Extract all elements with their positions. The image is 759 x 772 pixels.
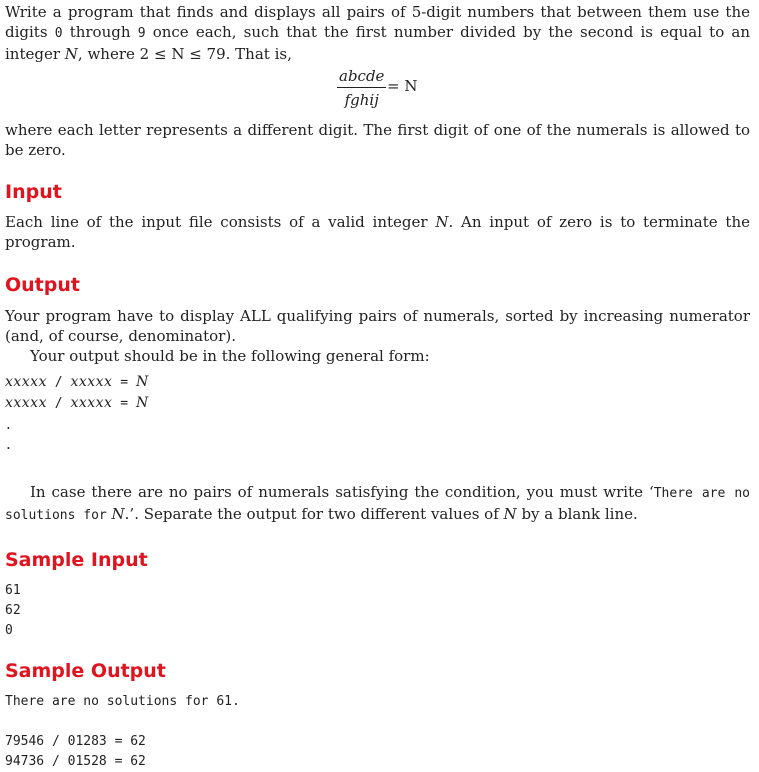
input-text-a: Each line of the input file consists of a valid integer xyxy=(5,213,428,231)
input-heading: Input xyxy=(5,181,62,203)
form-n: N xyxy=(135,374,149,390)
sample-input-line: 0 xyxy=(5,623,13,638)
form-eq: = xyxy=(112,396,136,411)
general-form xyxy=(5,372,750,454)
form-line xyxy=(5,393,750,414)
output-form-intro: Your output should be in the following general form: xyxy=(30,347,430,365)
intro-paragraph xyxy=(5,2,750,64)
form-line xyxy=(5,372,750,393)
form-sep: / xyxy=(46,396,71,411)
no-pairs-code: There are no solutions for xyxy=(5,486,750,523)
digit-nine: 9 xyxy=(137,26,146,41)
form-denominator: xxxxx xyxy=(70,395,113,411)
letters-note: where each letter represents a different digit. The first digit of one of the numerals is allowed to be zero. xyxy=(5,121,750,159)
no-pairs-var-n2: N xyxy=(503,505,517,523)
input-text-b: . An input of zero is to terminate the program. xyxy=(5,213,750,251)
fraction-result: = N xyxy=(387,77,418,95)
fraction-bar xyxy=(337,87,386,88)
fraction-denominator: fghij xyxy=(344,91,379,109)
ellipsis-dot: . xyxy=(6,415,11,433)
no-pairs-text-a: In case there are no pairs of numerals satisfying the condition, you must write ‘ xyxy=(30,483,654,501)
fraction-equation xyxy=(5,66,750,114)
sample-output-line: 94736 / 01528 = 62 xyxy=(5,754,146,769)
sample-output-line: There are no solutions for 61. xyxy=(5,694,240,709)
form-n: N xyxy=(135,395,149,411)
form-numerator: xxxxx xyxy=(5,374,47,390)
fraction-numerator: abcde xyxy=(339,67,385,85)
intro-where: , where xyxy=(77,45,135,63)
sample-input-heading: Sample Input xyxy=(5,549,148,571)
no-pairs-text-b: .’. Separate the output for two different values of xyxy=(124,505,499,523)
digit-zero: 0 xyxy=(54,26,63,41)
form-denominator: xxxxx xyxy=(70,374,113,390)
no-pairs-paragraph xyxy=(5,482,750,526)
input-var-n: N xyxy=(435,213,449,231)
intro-that-is: . That is, xyxy=(225,45,292,63)
sample-output-line: 79546 / 01283 = 62 xyxy=(5,734,146,749)
form-eq: = xyxy=(112,375,136,390)
sample-input-line: 61 xyxy=(5,583,21,598)
sample-output-heading: Sample Output xyxy=(5,660,166,682)
sample-output-block xyxy=(5,692,750,772)
output-description: Your program have to display ALL qualifying pairs of numerals, sorted by increasing numerator (and, of course, denominator). xyxy=(5,307,750,345)
form-sep: / xyxy=(46,375,71,390)
input-description xyxy=(5,212,750,252)
intro-through: through xyxy=(69,23,131,41)
output-heading: Output xyxy=(5,274,80,296)
var-n: N xyxy=(64,45,78,63)
sample-output-line xyxy=(5,712,750,732)
n-range: 2 ≤ N ≤ 79 xyxy=(139,45,226,63)
intro-line1: Write a program that finds and displays all pairs of 5-digit numbers that between them use the digits xyxy=(5,3,750,41)
fraction xyxy=(337,66,386,110)
intro-line2: once each, such that the first number divided by the second is equal to an integer xyxy=(5,23,750,63)
sample-input-block xyxy=(5,581,750,641)
problem-statement xyxy=(5,2,750,772)
no-pairs-var-n: N xyxy=(111,505,125,523)
no-pairs-text-c: by a blank line. xyxy=(521,505,638,523)
ellipsis-dot: . xyxy=(6,435,11,453)
form-numerator: xxxxx xyxy=(5,395,47,411)
sample-input-line: 62 xyxy=(5,603,21,618)
